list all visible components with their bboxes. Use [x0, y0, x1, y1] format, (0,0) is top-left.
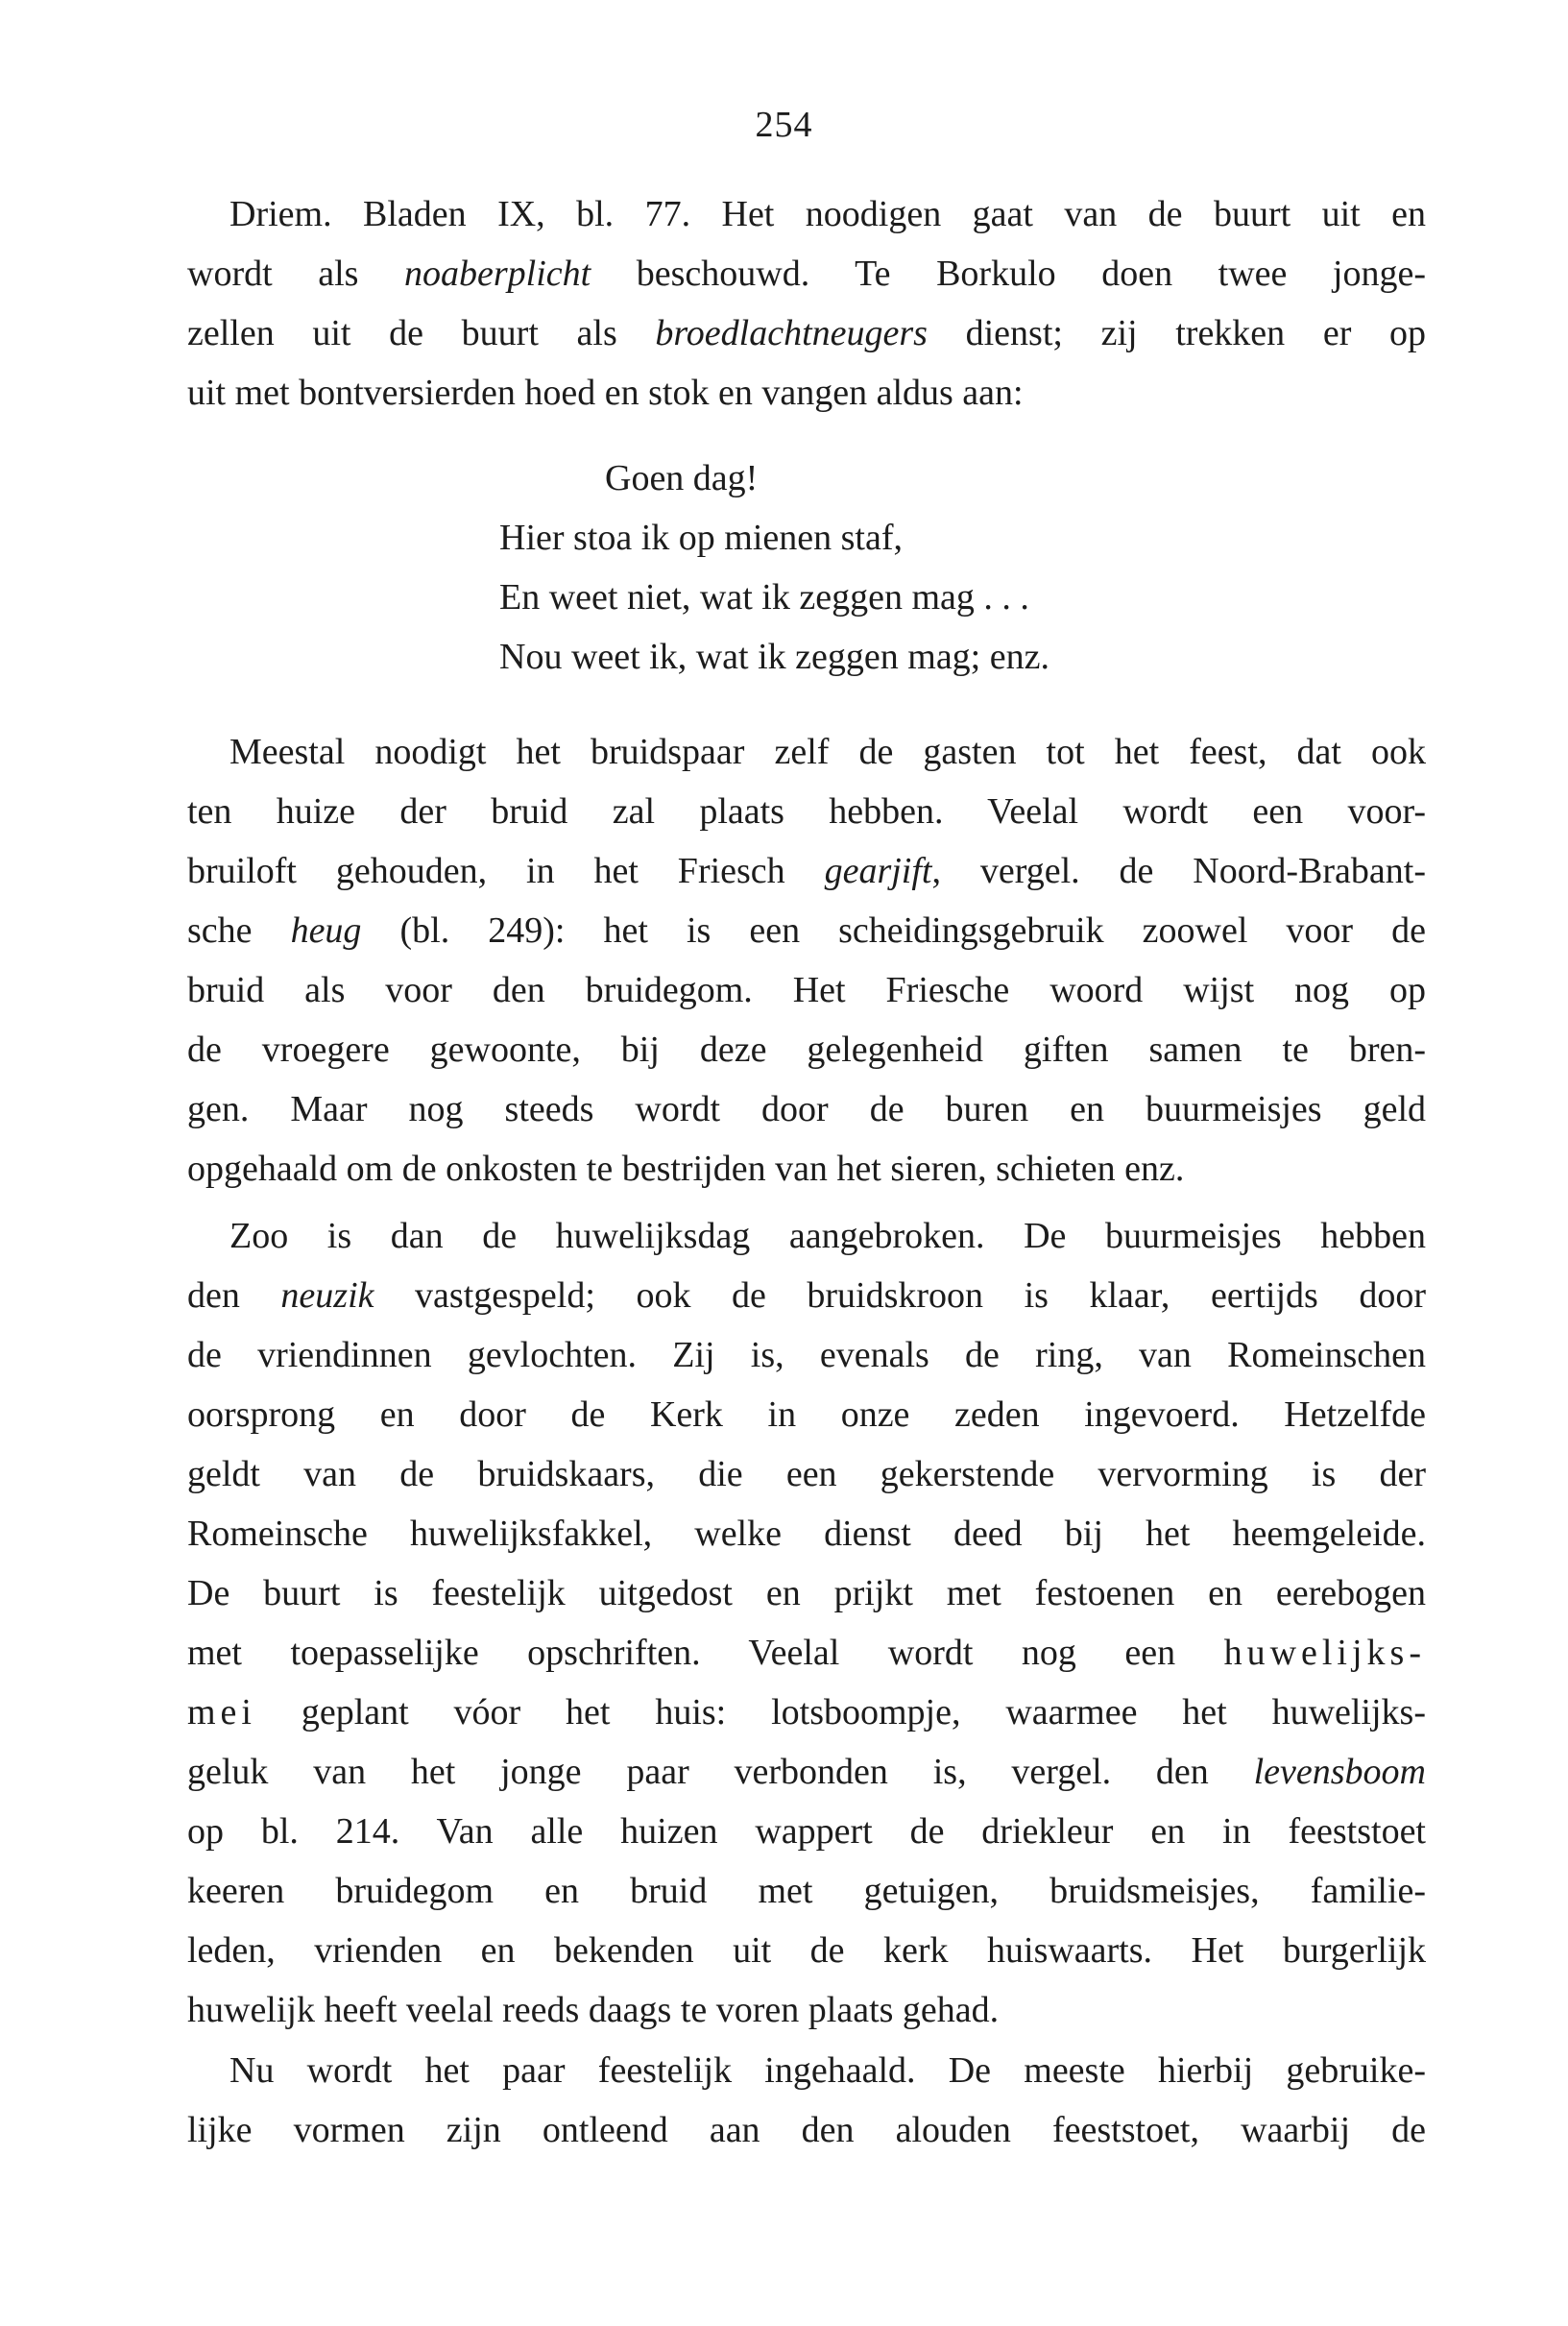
- text-line: keeren bruidegom en bruid met getuigen, bruidsmeisjes, familie-: [187, 1871, 1426, 1911]
- spaced-term: huwelijks-: [1223, 1633, 1426, 1673]
- text-line: ten huize der bruid zal plaats hebben. Veelal wordt een voor-: [187, 791, 1426, 832]
- italic-term: heug: [290, 910, 362, 951]
- poem-line: Nou weet ik, wat ik zeggen mag; enz.: [499, 637, 1049, 677]
- text-line: Romeinsche huwelijksfakkel, welke dienst deed bij het heemgeleide.: [187, 1514, 1426, 1554]
- text-line: opgehaald om de onkosten te bestrijden van het sieren, schieten enz.: [187, 1149, 1185, 1189]
- text-line: geluk van het jonge paar verbonden is, vergel. den levensboom: [187, 1752, 1426, 1792]
- paragraph-3: [187, 1206, 1426, 2040]
- text-line: Driem. Bladen IX, bl. 77. Het noodigen gaat van de buurt uit en: [229, 194, 1426, 234]
- text-line: met toepasselijke opschriften. Veelal wordt nog een huwelijks-: [187, 1633, 1426, 1673]
- text-line: De buurt is feestelijk uitgedost en prijkt met festoenen en eerebogen: [187, 1573, 1426, 1613]
- text-line: wordt als noaberplicht beschouwd. Te Borkulo doen twee jonge-: [187, 254, 1427, 294]
- text-line: gen. Maar nog steeds wordt door de buren en buurmeisjes geld: [187, 1089, 1426, 1129]
- text-line: leden, vrienden en bekenden uit de kerk huiswaarts. Het burgerlijk: [187, 1930, 1426, 1971]
- text-line: den neuzik vastgespeld; ook de bruidskroon is klaar, eertijds door: [187, 1275, 1426, 1316]
- italic-term: broedlachtneugers: [655, 313, 928, 353]
- poem-line: En weet niet, wat ik zeggen mag . . .: [499, 577, 1029, 618]
- text-line: lijke vormen zijn ontleend aan den alouden feeststoet, waarbij de: [187, 2110, 1426, 2150]
- text-line: mei geplant vóor het huis: lotsboompje, waarmee het huwelijks-: [187, 1692, 1426, 1732]
- text-line: de vriendinnen gevlochten. Zij is, evenals de ring, van Romeinschen: [187, 1335, 1426, 1375]
- text-line: bruiloft gehouden, in het Friesch gearjift, vergel. de Noord-Brabant-: [187, 851, 1426, 891]
- page-number: 254: [755, 105, 813, 145]
- italic-term: levensboom: [1253, 1752, 1426, 1792]
- poem-line: Hier stoa ik op mienen staf,: [499, 518, 904, 558]
- text-line: uit met bontversierden hoed en stok en vangen aldus aan:: [187, 373, 1024, 413]
- text-line: de vroegere gewoonte, bij deze gelegenheid giften samen te bren-: [187, 1030, 1426, 1070]
- text-line: op bl. 214. Van alle huizen wappert de driekleur en in feeststoet: [187, 1811, 1426, 1852]
- paragraph-2: [187, 722, 1426, 1199]
- poem-line: Goen dag!: [605, 458, 759, 498]
- text-line: zellen uit de buurt als broedlachtneugers dienst; zij trekken er op: [187, 313, 1427, 353]
- text-line: Meestal noodigt het bruidspaar zelf de gasten tot het feest, dat ook: [229, 732, 1426, 772]
- text-line: bruid als voor den bruidegom. Het Friesche woord wijst nog op: [187, 970, 1426, 1010]
- paragraph-4: [187, 2041, 1426, 2160]
- italic-term: neuzik: [280, 1275, 374, 1316]
- text-line: Zoo is dan de huwelijksdag aangebroken. De buurmeisjes hebben: [229, 1216, 1426, 1256]
- italic-term: noaberplicht: [404, 254, 591, 294]
- text-line: geldt van de bruidskaars, die een gekerstende vervorming is der: [187, 1454, 1426, 1494]
- spaced-term: mei: [187, 1692, 256, 1732]
- italic-term: gearjift: [824, 851, 932, 891]
- text-line: oorsprong en door de Kerk in onze zeden ingevoerd. Hetzelfde: [187, 1394, 1426, 1435]
- poem: [499, 448, 1049, 687]
- text-line: Nu wordt het paar feestelijk ingehaald. De meeste hierbij gebruike-: [229, 2050, 1426, 2091]
- text-line: huwelijk heeft veelal reeds daags te voren plaats gehad.: [187, 1990, 1000, 2030]
- paragraph-1: [187, 184, 1426, 423]
- text-line: sche heug (bl. 249): het is een scheidingsgebruik zoowel voor de: [187, 910, 1426, 951]
